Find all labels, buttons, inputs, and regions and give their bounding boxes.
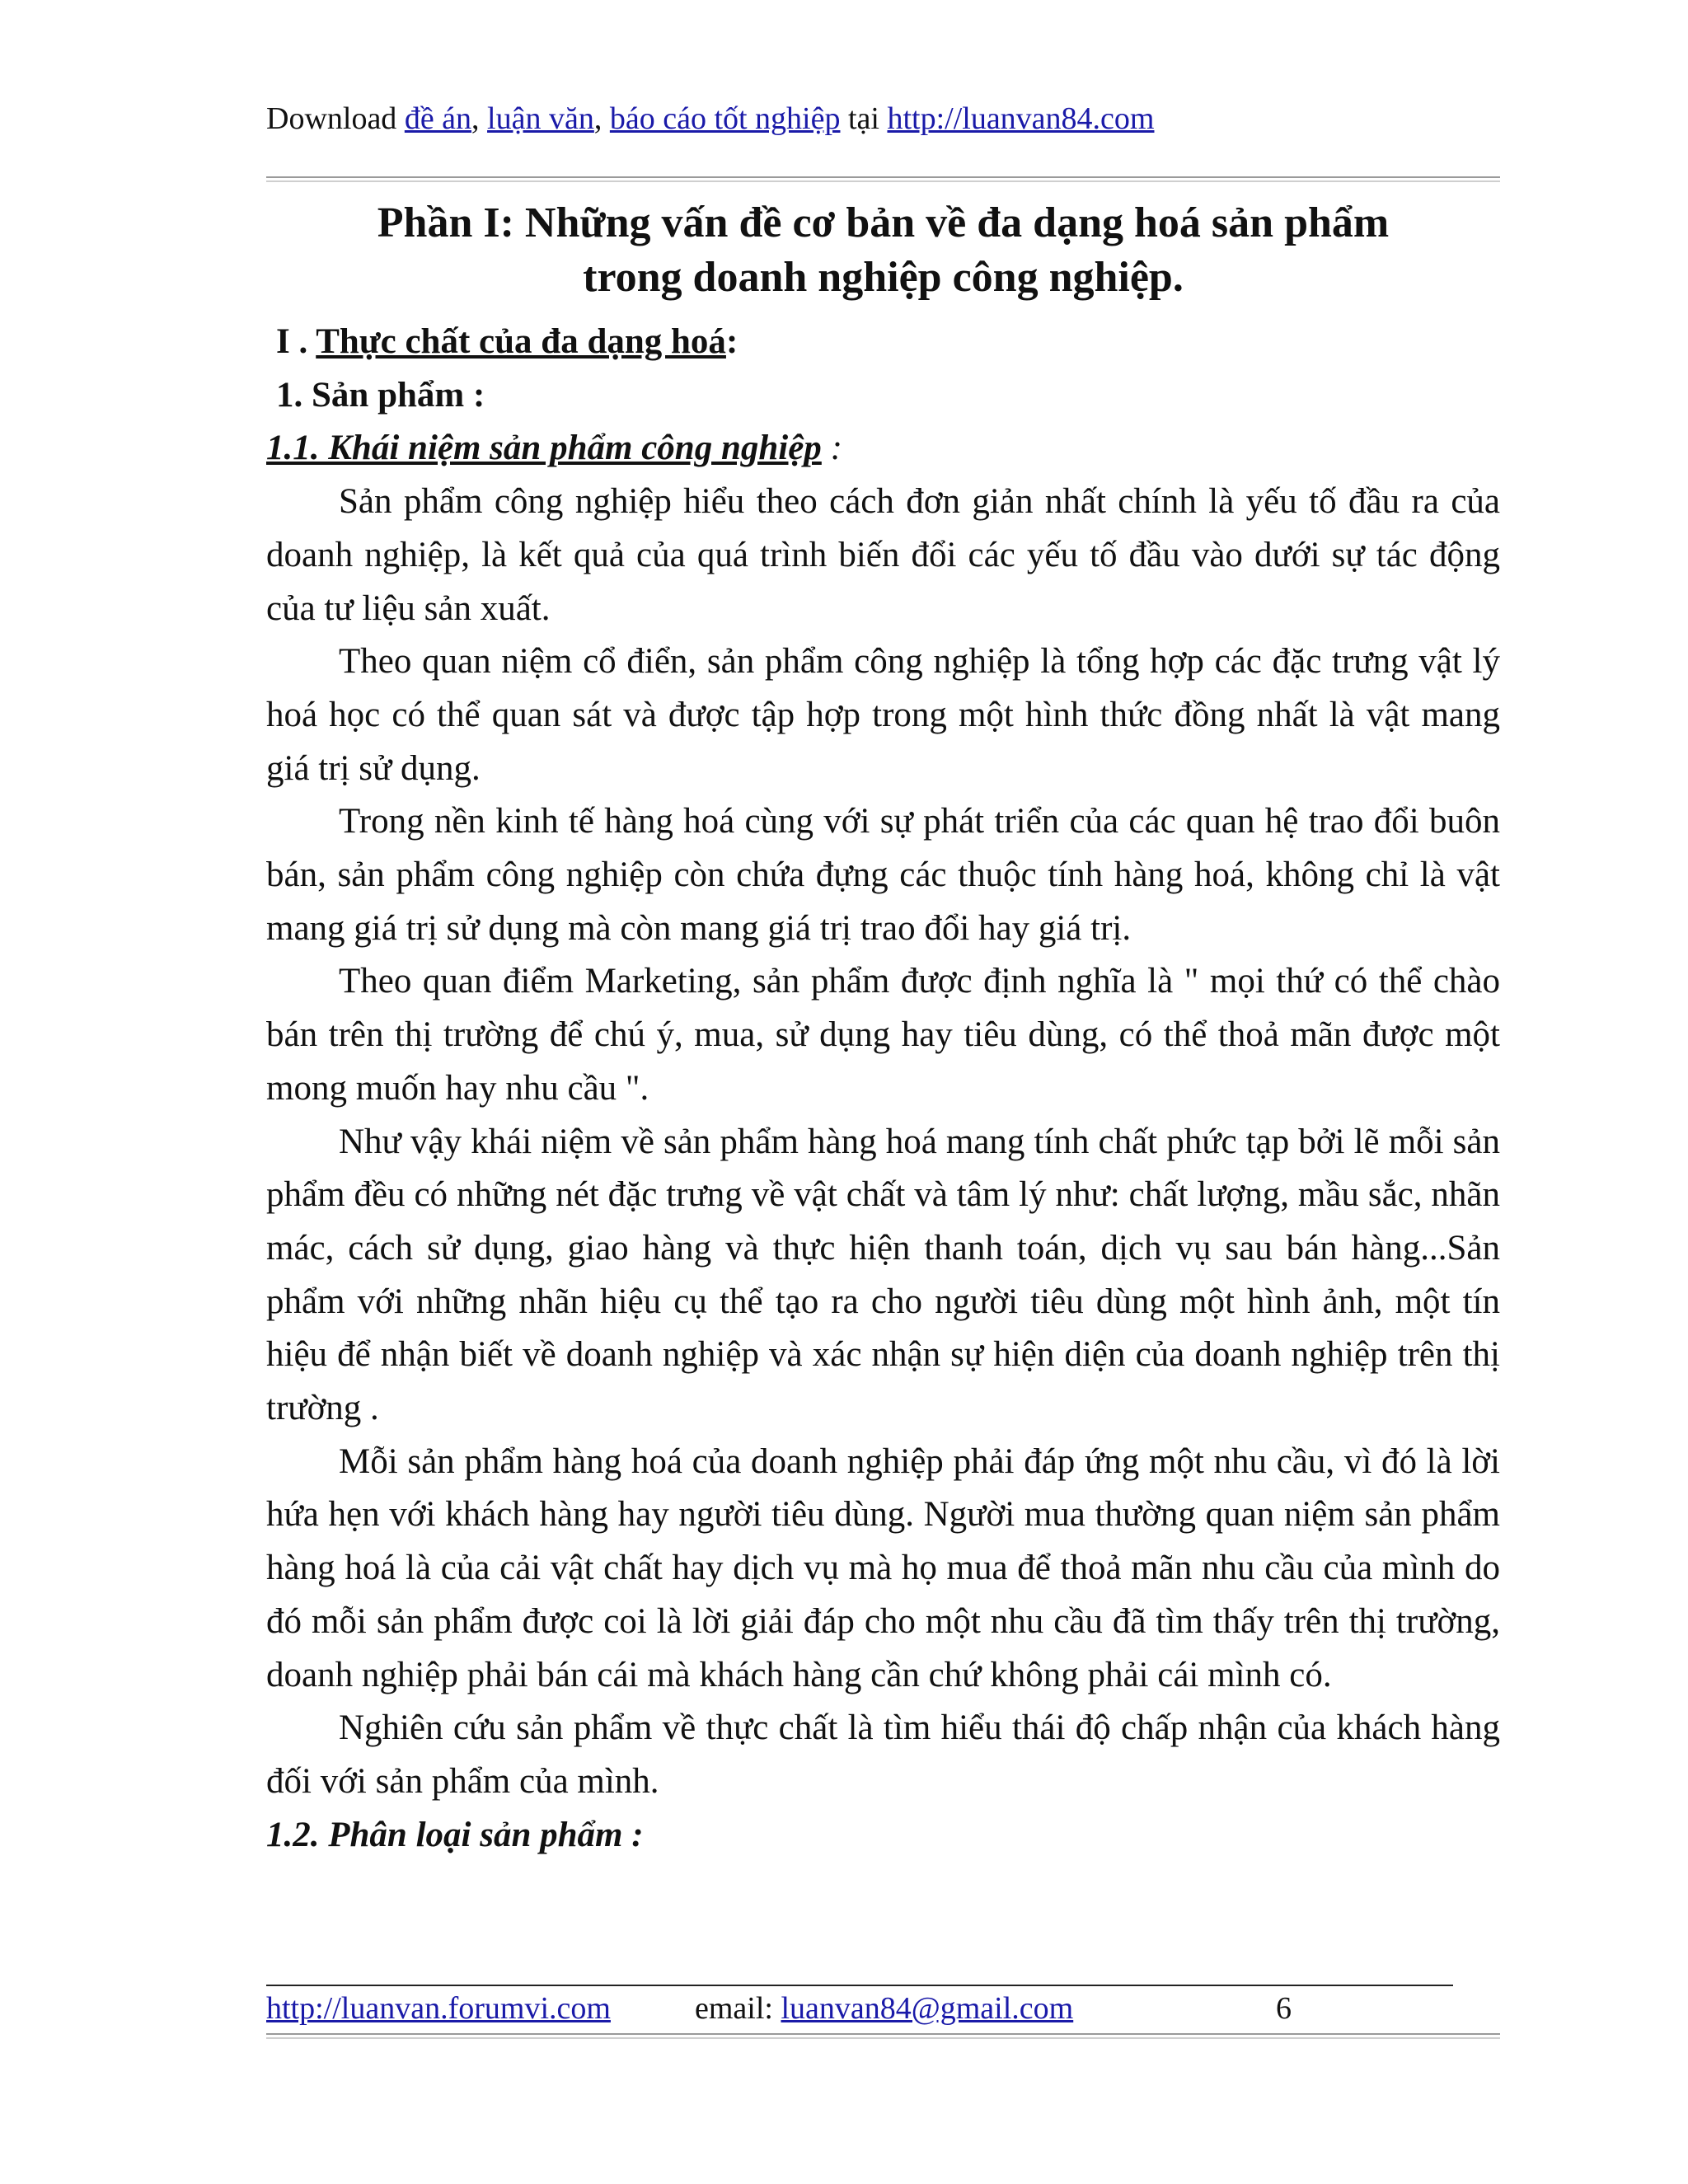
section-roman-title: Thực chất của đa dạng hoá: [316, 322, 726, 361]
title-line-1: Phần I: Những vấn đề cơ bản về đa dạng hoá sản phẩm: [377, 199, 1390, 246]
subsection-1-1-title: 1.1. Khái niệm sản phẩm công nghiệp: [266, 429, 822, 468]
paragraph: Như vậy khái niệm về sản phẩm hàng hoá mang tính chất phức tạp bởi lẽ mỗi sản phẩm đều có những nét đặc trưng về vật chất và tâm lý như: chất lượng, mầu sắc, nhãn mác, cách sử dụng, giao hàng và thực hiện thanh toán, dịch vụ sau bán hàng...Sản phẩm với những nhãn hiệu cụ thể tạo ra cho người tiêu dùng một hình ảnh, một tín hiệu để nhận biết về doanh nghiệp và xác nhận sự hiện diện của doanh nghiệp trên thị trường .: [266, 1122, 1500, 1428]
section-roman-prefix: I .: [276, 322, 316, 361]
header-mid-text: tại: [840, 101, 888, 136]
page-header: [266, 97, 1154, 140]
document-body: [266, 316, 1500, 1862]
paragraph: Nghiên cứu sản phẩm về thực chất là tìm hiểu thái độ chấp nhận của khách hàng đối với sản phẩm của mình.: [266, 1708, 1500, 1801]
footer-divider: [266, 1985, 1453, 1986]
header-link-bao-cao[interactable]: báo cáo tốt nghiệp: [609, 101, 841, 136]
paragraph: Mỗi sản phẩm hàng hoá của doanh nghiệp phải đáp ứng một nhu cầu, vì đó là lời hứa hẹn với khách hàng hay người tiêu dùng. Người mua thường quan niệm sản phẩm hàng hoá là của cải vật chất hay dịch vụ mà họ mua để thoả mãn nhu cầu của mình do đó mỗi sản phẩm được coi là lời giải đáp cho một nhu cầu đã tìm thấy trên thị trường, doanh nghiệp phải bán cái mà khách hàng cần chứ không phải cái mình có.: [266, 1441, 1500, 1694]
header-link-de-an[interactable]: đề án: [404, 101, 472, 136]
footer-email-link[interactable]: luanvan84@gmail.com: [781, 1991, 1074, 2026]
section-heading-roman: [266, 316, 1500, 369]
paragraph: Theo quan niệm cổ điển, sản phẩm công nghiệp là tổng hợp các đặc trưng vật lý hoá học có thể quan sát và được tập hợp trong một hình thức đồng nhất là vật mang giá trị sử dụng.: [266, 642, 1500, 788]
footer-email-group: [695, 1987, 1073, 2030]
section-heading-1: 1. Sản phẩm :: [276, 375, 485, 415]
subsection-heading-1-2: 1.2. Phân loại sản phẩm :: [266, 1815, 644, 1854]
paragraph: Sản phẩm công nghiệp hiểu theo cách đơn giản nhất chính là yếu tố đầu ra của doanh nghiệp, là kết quả của quá trình biến đổi các yếu tố đầu vào dưới sự tác động của tư liệu sản xuất.: [266, 482, 1500, 628]
subsection-1-1-colon: :: [821, 429, 842, 468]
page-number: 6: [1276, 1991, 1292, 2026]
footer-bottom-divider: [266, 2033, 1500, 2039]
section-roman-colon: :: [725, 322, 738, 361]
header-divider: [266, 176, 1500, 182]
paragraph: Theo quan điểm Marketing, sản phẩm được định nghĩa là " mọi thứ có thể chào bán trên thị trường để chú ý, mua, sử dụng hay tiêu dùng, có thể thoả mãn được một mong muốn hay nhu cầu ".: [266, 962, 1500, 1108]
header-separator-1: ,: [471, 101, 488, 136]
page-title: [266, 196, 1500, 305]
paragraph: Trong nền kinh tế hàng hoá cùng với sự phát triển của các quan hệ trao đổi buôn bán, sản phẩm công nghiệp còn chứa đựng các thuộc tính hàng hoá, không chỉ là vật mang giá trị sử dụng mà còn mang giá trị trao đổi hay giá trị.: [266, 802, 1500, 948]
header-separator-2: ,: [593, 101, 610, 136]
subsection-heading-1-1: [266, 422, 1500, 476]
header-link-website[interactable]: http://luanvan84.com: [887, 101, 1155, 136]
header-prefix: Download: [266, 101, 405, 136]
footer-email-label: email:: [695, 1991, 781, 2026]
title-line-2: trong doanh nghiệp công nghiệp.: [583, 254, 1184, 301]
footer-website-link[interactable]: http://luanvan.forumvi.com: [266, 1991, 611, 2026]
header-link-luan-van[interactable]: luận văn: [487, 101, 594, 136]
page-footer: [266, 1987, 1500, 2030]
